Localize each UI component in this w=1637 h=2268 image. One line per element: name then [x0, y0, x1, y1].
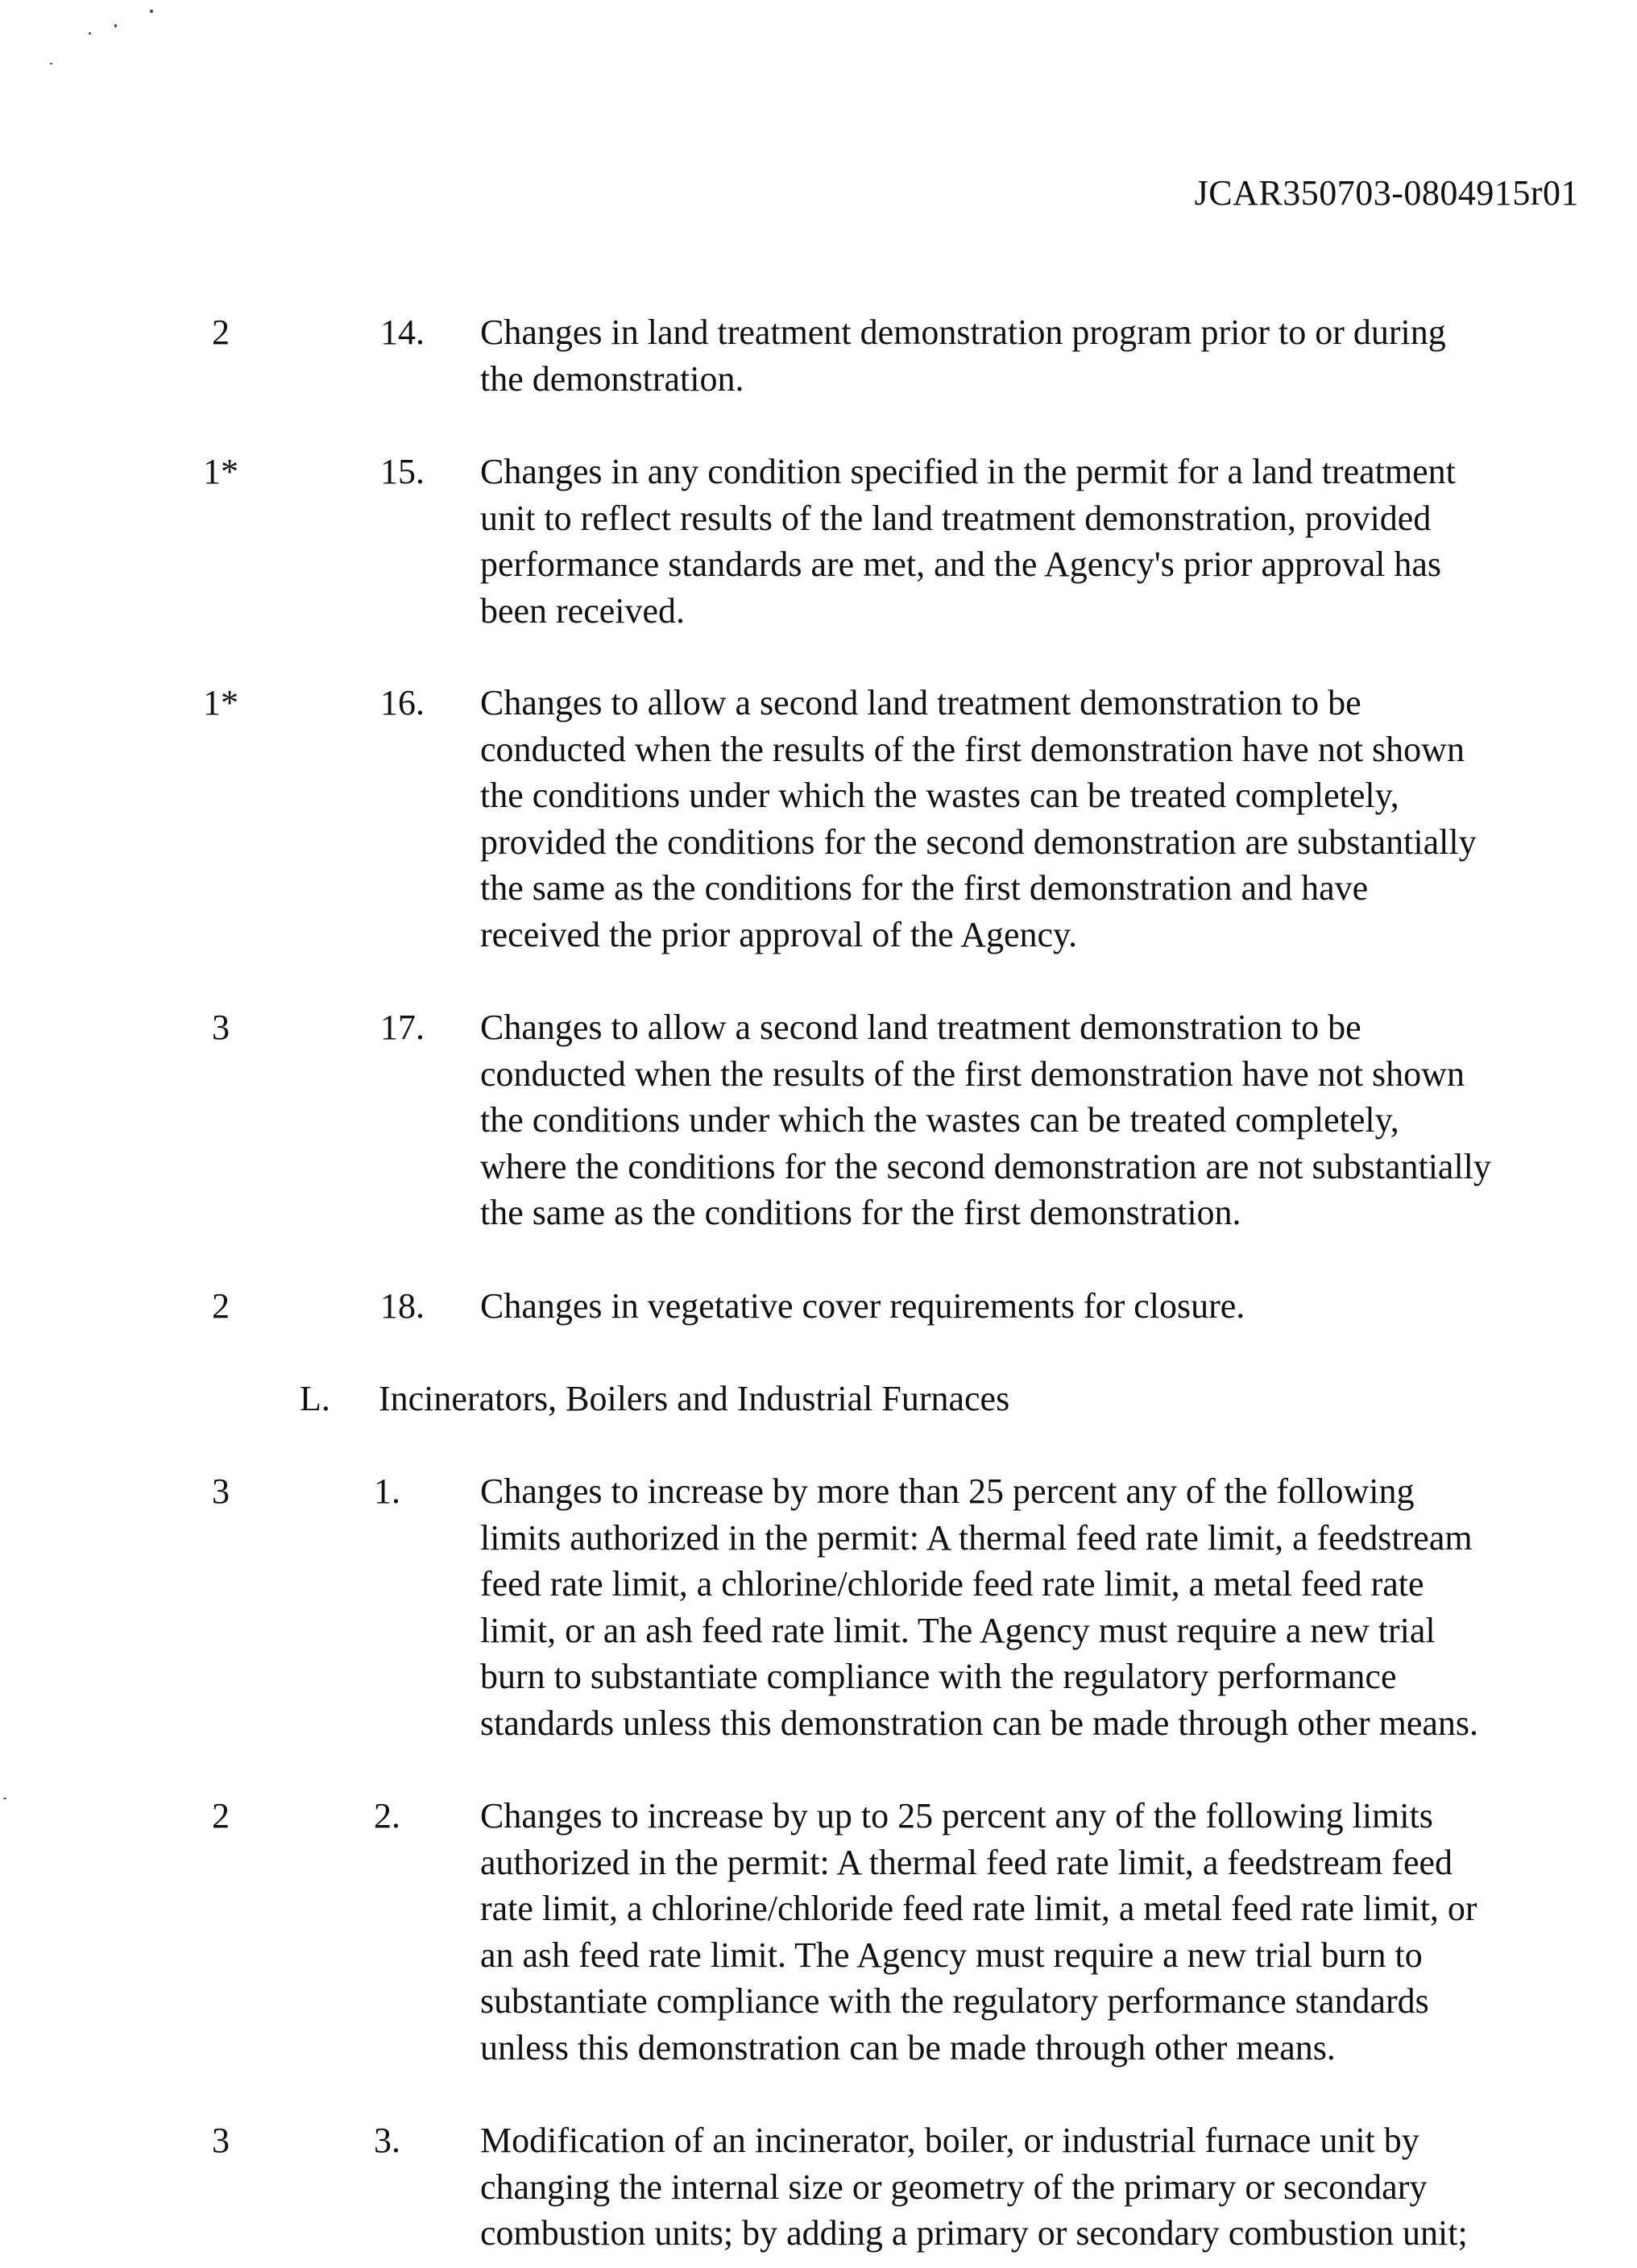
scan-speck	[114, 24, 117, 27]
text-line: combustion units; by adding a primary or secondary combustion unit;	[480, 2213, 1468, 2253]
document-id: JCAR350703-0804915r01	[1194, 173, 1579, 213]
text-line: Changes to allow a second land treatment demonstration to be	[480, 1008, 1361, 1047]
text-line: the conditions under which the wastes can be treated completely,	[480, 776, 1399, 815]
text-line: rate limit, a chlorine/chloride feed rate limit, a metal feed rate limit, or	[480, 1889, 1477, 1928]
text-line: provided the conditions for the second demonstration are substantially	[480, 822, 1477, 862]
item-number: 1.	[374, 1471, 400, 1511]
text-line: feed rate limit, a chlorine/chloride feed rate limit, a metal feed rate	[480, 1564, 1424, 1604]
text-line: Changes in land treatment demonstration program prior to or during	[480, 312, 1446, 352]
item-text	[480, 1468, 1624, 1746]
item-text	[480, 1793, 1624, 2071]
text-line: been received.	[480, 590, 686, 631]
text-line: standards unless this demonstration can be made through other means.	[480, 1703, 1479, 1743]
scan-speck	[89, 32, 91, 35]
text-line: Changes in vegetative cover requirements for closure.	[480, 1286, 1245, 1326]
item-number: 17.	[380, 1008, 425, 1047]
item-text	[480, 449, 1624, 634]
text-line: Modification of an incinerator, boiler, or industrial furnace unit by	[480, 2121, 1419, 2160]
item-class: 3	[212, 1471, 230, 1511]
text-line: where the conditions for the second demonstration are not substantially	[480, 1146, 1491, 1186]
item-class: 2	[212, 312, 230, 352]
text-line: the same as the conditions for the first demonstration.	[480, 1193, 1241, 1232]
section-title: Incinerators, Boilers and Industrial Furnaces	[379, 1379, 1010, 1418]
item-class: 2	[212, 1286, 230, 1326]
item-class: 3	[212, 1008, 230, 1047]
text-line: Changes to increase by more than 25 percent any of the following	[480, 1471, 1415, 1511]
text-line: unless this demonstration can be made through other means.	[480, 2027, 1336, 2067]
item-class: 3	[212, 2121, 230, 2160]
item-text	[480, 2117, 1624, 2257]
item-number: 15.	[380, 452, 425, 491]
text-line: Changes to allow a second land treatment demonstration to be	[480, 683, 1361, 722]
text-line: Changes in any condition specified in the permit for a land treatment	[480, 452, 1456, 491]
text-line: the demonstration.	[480, 358, 744, 399]
item-number: 2.	[374, 1796, 400, 1836]
text-line: authorized in the permit: A thermal feed rate limit, a feedstream feed	[480, 1842, 1453, 1882]
item-text	[480, 680, 1624, 958]
section-letter: L.	[300, 1379, 330, 1418]
text-line: conducted when the results of the first demonstration have not shown	[480, 729, 1465, 769]
item-text	[480, 1004, 1624, 1236]
scan-speck	[150, 10, 153, 13]
text-line: performance standards are met, and the Agency's prior approval has	[480, 544, 1442, 584]
scan-speck	[3, 1798, 6, 1799]
item-class: 2	[212, 1796, 230, 1836]
text-line: unit to reflect results of the land treatment demonstration, provided	[480, 498, 1432, 538]
item-class: 1*	[203, 452, 238, 491]
text-line: Changes to increase by up to 25 percent any of the following limits	[480, 1796, 1433, 1836]
text-line: conducted when the results of the first demonstration have not shown	[480, 1053, 1465, 1094]
item-number: 3.	[374, 2121, 400, 2160]
item-class: 1*	[203, 683, 238, 722]
item-number: 18.	[380, 1286, 425, 1326]
text-line: limit, or an ash feed rate limit. The Agency must require a new trial	[480, 1610, 1436, 1650]
item-number: 16.	[380, 683, 425, 722]
item-text	[480, 309, 1624, 402]
text-line: burn to substantiate compliance with the regulatory performance	[480, 1657, 1397, 1696]
scan-speck	[50, 63, 52, 64]
text-line: limits authorized in the permit: A thermal feed rate limit, a feedstream	[480, 1517, 1473, 1558]
text-line: changing the internal size or geometry of the primary or secondary	[480, 2167, 1428, 2207]
item-number: 14.	[380, 312, 425, 352]
text-line: an ash feed rate limit. The Agency must require a new trial burn to	[480, 1935, 1423, 1975]
text-line: substantiate compliance with the regulatory performance standards	[480, 1981, 1429, 2021]
text-line: the conditions under which the wastes can be treated completely,	[480, 1100, 1399, 1140]
item-text	[480, 1283, 1624, 1330]
text-line: received the prior approval of the Agency.	[480, 914, 1078, 954]
text-line: the same as the conditions for the first demonstration and have	[480, 868, 1369, 908]
